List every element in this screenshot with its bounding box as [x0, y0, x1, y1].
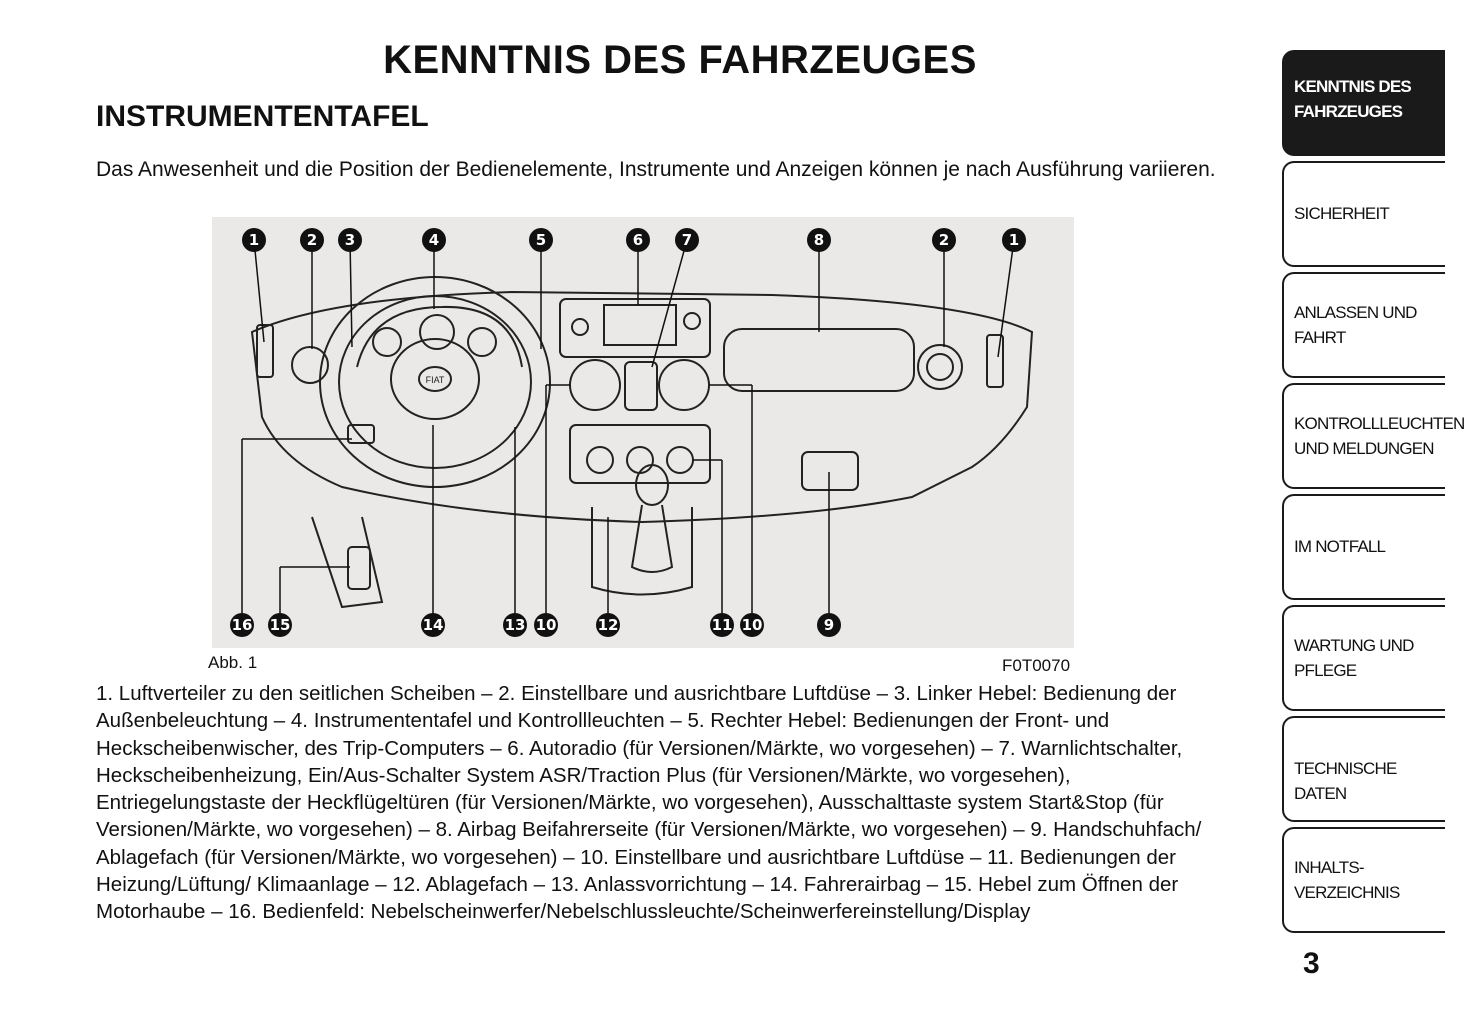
- callout: [807, 228, 831, 252]
- callout: [503, 613, 527, 637]
- chapter-title: KENNTNIS DES FAHRZEUGES: [383, 38, 977, 82]
- svg-text:10: 10: [741, 616, 763, 634]
- svg-text:3: 3: [344, 231, 356, 249]
- figure-code: F0T0070: [1002, 656, 1071, 675]
- callout: [626, 228, 650, 252]
- center-vent-right: [659, 360, 709, 410]
- svg-text:12: 12: [597, 616, 619, 634]
- hazard-switch-panel: [625, 362, 657, 410]
- svg-text:2: 2: [306, 231, 318, 249]
- svg-text:16: 16: [231, 616, 253, 634]
- svg-text:9: 9: [823, 616, 835, 634]
- fog-light-switch: [348, 425, 374, 443]
- tab-label: UND MELDUNGEN: [1294, 439, 1434, 458]
- bottom-callouts: [230, 613, 841, 637]
- tab-label: IM NOTFALL: [1294, 537, 1386, 556]
- left-round-vent: [292, 347, 328, 383]
- callout: [534, 613, 558, 637]
- svg-text:13: 13: [504, 616, 526, 634]
- dashboard-outline: [252, 292, 1032, 522]
- tab-inhaltsverzeichnis[interactable]: [1282, 827, 1445, 933]
- svg-text:4: 4: [428, 231, 440, 249]
- callout: [675, 228, 699, 252]
- tab-sicherheit[interactable]: [1282, 161, 1445, 267]
- svg-text:1: 1: [248, 231, 260, 249]
- svg-text:7: 7: [681, 231, 693, 249]
- climate-panel: [570, 425, 710, 483]
- tab-label: KONTROLLLEUCHTEN: [1294, 414, 1464, 433]
- radio-display: [604, 305, 676, 345]
- tab-label: TECHNISCHE DATEN: [1294, 759, 1397, 803]
- steering-logo: FIAT: [425, 375, 445, 385]
- svg-text:14: 14: [422, 616, 444, 634]
- callout: [422, 228, 446, 252]
- glovebox-handle: [802, 452, 858, 490]
- tab-wartung-und-pflege[interactable]: [1282, 605, 1445, 711]
- intro-text: Das Anwesenheit und die Position der Bedienelemente, Instrumente und Anzeigen können je nach Ausführung variieren.: [96, 158, 1216, 181]
- svg-text:2: 2: [938, 231, 950, 249]
- callout: [242, 228, 266, 252]
- tab-label: KENNTNIS DES: [1294, 77, 1411, 96]
- callout: [268, 613, 292, 637]
- callout: [300, 228, 324, 252]
- callout: [596, 613, 620, 637]
- dashboard-figure: [212, 217, 1074, 648]
- svg-text:5: 5: [535, 231, 547, 249]
- tab-anlassen-und-fahrt[interactable]: [1282, 272, 1445, 378]
- legend-text: 1. Luftverteiler zu den seitlichen Scheiben – 2. Einstellbare und ausrichtbare Luftdüse – 3. Linker Hebel: Bedienung der Außenbeleuchtung – 4. Instrumententafel und Kontrollleuchten – 5. Rechter Hebel: Bedienungen der Front- und Heckscheibenwischer, des Trip-Computers – 6. Autoradio (für Versionen/Märkte, wo vorgesehen) – 7. Warnlichtschalter, Heckscheibenheizung, Ein/Aus-Schalter System ASR/Traction Plus (für Versionen/Märkte, wo vorgesehen), Entriegelungstaste der Heckflügeltüren (für Versionen/Märkte, wo vorgesehen), Ausschalttaste system Start&Stop (für Versionen/Märkte, wo vorgesehen) – 8. Airbag Beifahrerseite (für Versionen/Märkte, wo vorgesehen) – 9. Handschuhfach/ Ablagefach (für Versionen/Märkte, wo vorgesehen) – 10. Einstellbare und ausrichtbare Luftdüse – 11. Bedienungen der Heizung/Lüftung/ Klimaanlage – 12. Ablagefach – 13. Anlassvorrichtung – 14. Fahrerairbag – 15. Hebel zum Öffnen der Motorhaube – 16. Bedienfeld: Nebelscheinwerfer/Nebelschlussleuchte/Scheinwerfereinstellung/Display: [96, 682, 1202, 924]
- callout: [740, 613, 764, 637]
- tab-label: ANLASSEN UND: [1294, 303, 1417, 322]
- svg-text:15: 15: [269, 616, 291, 634]
- right-round-vent: [918, 345, 962, 389]
- callout: [421, 613, 445, 637]
- figure-caption: Abb. 1: [208, 653, 258, 672]
- tab-label: VERZEICHNIS: [1294, 883, 1400, 902]
- tab-label: SICHERHEIT: [1294, 204, 1389, 223]
- callout: [817, 613, 841, 637]
- tab-kenntnis-des-fahrzeuges[interactable]: [1282, 50, 1445, 156]
- center-vent-left: [570, 360, 620, 410]
- tab-label: WARTUNG UND: [1294, 636, 1414, 655]
- svg-text:1: 1: [1008, 231, 1020, 249]
- tab-label: PFLEGE: [1294, 661, 1357, 680]
- svg-text:8: 8: [813, 231, 825, 249]
- tab-label: FAHRT: [1294, 328, 1346, 347]
- callout: [932, 228, 956, 252]
- svg-text:10: 10: [535, 616, 557, 634]
- svg-text:11: 11: [711, 616, 733, 634]
- chapter-tabs: [1282, 50, 1464, 940]
- svg-text:6: 6: [632, 231, 644, 249]
- tab-label: FAHRZEUGES: [1294, 102, 1403, 121]
- callout: [529, 228, 553, 252]
- gear-knob: [636, 465, 668, 505]
- section-title: INSTRUMENTENTAFEL: [96, 100, 429, 133]
- page-number: 3: [1303, 947, 1320, 980]
- callout: [710, 613, 734, 637]
- left-side-vent: [257, 325, 273, 377]
- callout: [338, 228, 362, 252]
- tab-label: INHALTS-: [1294, 858, 1364, 877]
- top-callouts: [242, 228, 1026, 252]
- callout: [1002, 228, 1026, 252]
- callout: [230, 613, 254, 637]
- passenger-airbag-cover: [724, 329, 914, 391]
- dashboard-illustration: [212, 217, 1074, 648]
- tab-technische-daten[interactable]: [1282, 716, 1445, 822]
- tab-kontrollleuchten[interactable]: [1282, 383, 1464, 489]
- tab-im-notfall[interactable]: [1282, 494, 1445, 600]
